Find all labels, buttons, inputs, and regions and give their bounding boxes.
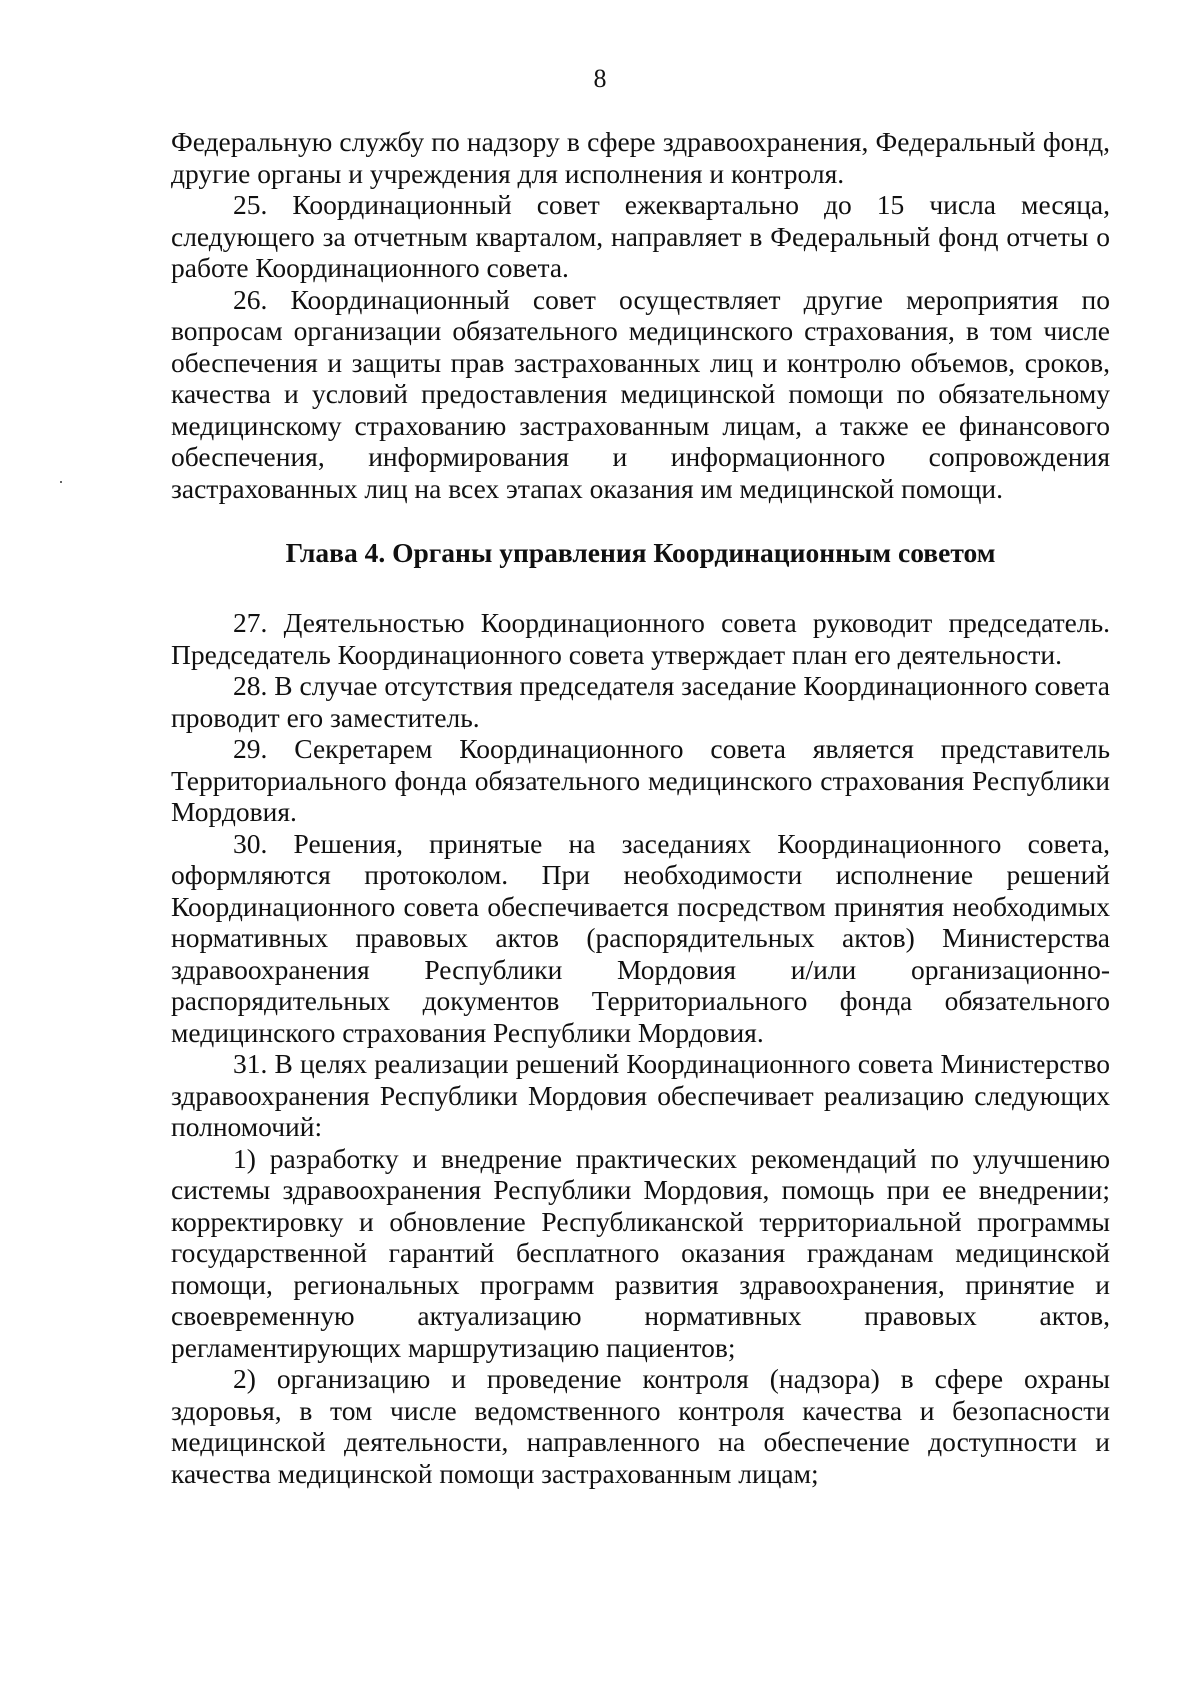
list-item-1: 1) разработку и внедрение практических рекомендаций по улучшению системы здравоохранения Республики Мордовия, помощь при ее внедрении; корректировку и обновление Республиканской территориальной программы государственной гарантий бесплатного оказания гражданам медицинской помощи, региональных программ развития здравоохранения, принятие и своевременную актуализацию нормативных правовых актов, регламентирующих маршрутизацию пациентов; xyxy=(171,1142,1110,1363)
paragraph-26: 26. Координационный совет осуществляет другие мероприятия по вопросам организации обязательного медицинского страхования, в том числе обеспечения и защиты прав застрахованных лиц и контролю объемов, сроков, качества и условий предоставления медицинской помощи по обязательному медицинскому страхованию застрахованным лицам, а также ее финансового обеспечения, информирования и информационного сопровождения застрахованных лиц на всех этапах оказания им медицинской помощи. xyxy=(171,283,1110,504)
document-body xyxy=(171,126,1110,1489)
paragraph-continuation: Федеральную службу по надзору в сфере здравоохранения, Федеральный фонд, другие органы и учреждения для исполнения и контроля. xyxy=(171,126,1110,189)
paragraph-30: 30. Решения, принятые на заседаниях Координационного совета, оформляются протоколом. При необходимости исполнение решений Координационного совета обеспечивается посредством принятия необходимых нормативных правовых актов (распорядительных актов) Министерства здравоохранения Республики Мордовия и/или организационно-распорядительных документов Территориального фонда обязательного медицинского страхования Республики Мордовия. xyxy=(171,827,1110,1048)
page-number: 8 xyxy=(593,64,607,93)
paragraph-25: 25. Координационный совет ежеквартально до 15 числа месяца, следующего за отчетным кварталом, направляет в Федеральный фонд отчеты о работе Координационного совета. xyxy=(171,189,1110,283)
paragraph-31: 31. В целях реализации решений Координационного совета Министерство здравоохранения Республики Мордовия обеспечивает реализацию следующих полномочий: xyxy=(171,1048,1110,1142)
chapter-heading: Глава 4. Органы управления Координационным советом xyxy=(285,537,996,568)
paragraph-27: 27. Деятельностью Координационного совета руководит председатель. Председатель Координационного совета утверждает план его деятельности. xyxy=(171,607,1110,670)
scan-speck xyxy=(60,481,62,483)
paragraph-28: 28. В случае отсутствия председателя заседание Координационного совета проводит его заместитель. xyxy=(171,670,1110,733)
paragraph-29: 29. Секретарем Координационного совета является представитель Территориального фонда обязательного медицинского страхования Республики Мордовия. xyxy=(171,733,1110,827)
list-item-2: 2) организацию и проведение контроля (надзора) в сфере охраны здоровья, в том числе ведомственного контроля качества и безопасности медицинской деятельности, направленного на обеспечение доступности и качества медицинской помощи застрахованным лицам; xyxy=(171,1363,1110,1489)
